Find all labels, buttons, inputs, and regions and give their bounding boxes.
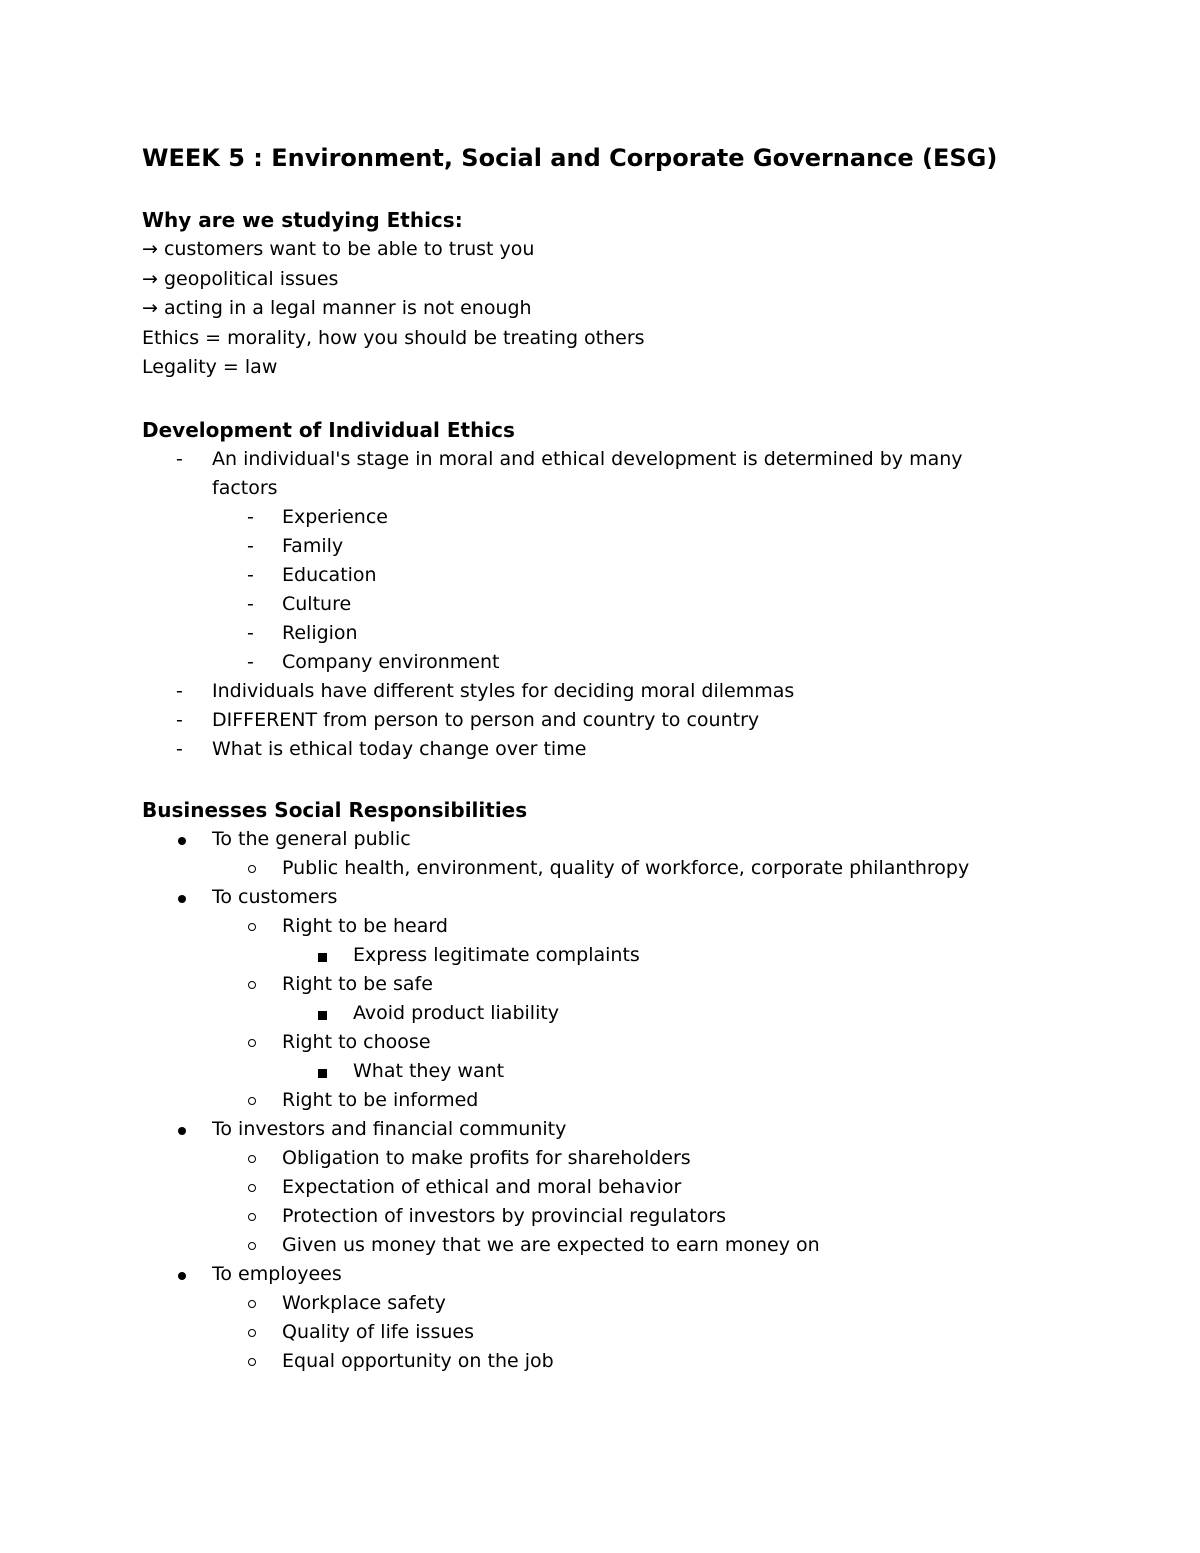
circle-bullet-icon	[248, 1329, 256, 1337]
factor-education: Education	[282, 563, 377, 586]
list-item-text: Protection of investors by provincial regulators	[282, 1204, 727, 1227]
factor-company-environment: Company environment	[282, 650, 500, 673]
factor-culture: Culture	[282, 592, 352, 615]
general-public-label: To the general public	[212, 827, 411, 850]
list-item	[142, 970, 1042, 999]
list-item-text: An individual's stage in moral and ethical development is determined by many factors	[212, 447, 963, 499]
bullet-icon	[178, 1127, 186, 1135]
list-item	[142, 1347, 1042, 1376]
list-item-text: Expectation of ethical and moral behavior	[282, 1175, 682, 1198]
list-item-text: Right to choose	[282, 1030, 431, 1053]
list-item	[142, 854, 1042, 883]
list-item	[142, 1318, 1042, 1347]
document-page	[142, 138, 1042, 1376]
square-bullet-icon	[318, 1011, 327, 1020]
circle-bullet-icon	[248, 1184, 256, 1192]
list-item	[142, 1057, 1042, 1086]
list-item	[142, 1115, 1042, 1144]
circle-bullet-icon	[248, 1300, 256, 1308]
list-item-text: Quality of life issues	[282, 1320, 474, 1343]
list-item	[142, 706, 1042, 735]
list-item	[142, 503, 1042, 532]
bullet-icon	[178, 1272, 186, 1280]
list-item	[142, 619, 1042, 648]
circle-bullet-icon	[248, 1242, 256, 1250]
square-bullet-icon	[318, 953, 327, 962]
list-item-text: Right to be informed	[282, 1088, 479, 1111]
why-heading: Why are we studying Ethics:	[142, 208, 463, 232]
list-item	[142, 1260, 1042, 1289]
customers-label: To customers	[212, 885, 338, 908]
dash-marker: -	[176, 679, 183, 702]
ethics-definition: Ethics = morality, how you should be treating others	[142, 326, 645, 349]
dash-marker: -	[247, 563, 254, 586]
list-item	[142, 1144, 1042, 1173]
circle-bullet-icon	[248, 1213, 256, 1221]
dash-marker: -	[176, 447, 183, 470]
business-heading: Businesses Social Responsibilities	[142, 797, 528, 822]
circle-bullet-icon	[248, 1039, 256, 1047]
development-heading: Development of Individual Ethics	[142, 417, 515, 442]
circle-bullet-icon	[248, 865, 256, 873]
factor-religion: Religion	[282, 621, 358, 644]
list-item	[142, 1289, 1042, 1318]
square-bullet-icon	[318, 1069, 327, 1078]
investors-label: To investors and financial community	[212, 1117, 567, 1140]
dash-marker: -	[176, 708, 183, 731]
list-item	[142, 1086, 1042, 1115]
dash-marker: -	[247, 534, 254, 557]
circle-bullet-icon	[248, 1155, 256, 1163]
list-item	[142, 735, 1042, 764]
dash-marker: -	[247, 505, 254, 528]
page-title: WEEK 5 : Environment, Social and Corporate Governance (ESG)	[142, 144, 998, 172]
list-item-text: Given us money that we are expected to earn money on	[282, 1233, 820, 1256]
list-item	[142, 999, 1042, 1028]
employees-label: To employees	[212, 1262, 342, 1285]
list-item	[142, 1173, 1042, 1202]
list-item	[142, 1202, 1042, 1231]
list-item	[142, 561, 1042, 590]
list-item-text: Avoid product liability	[353, 1001, 560, 1024]
list-item	[142, 590, 1042, 619]
why-line-3: → acting in a legal manner is not enough	[142, 297, 532, 319]
list-item-text: Workplace safety	[282, 1291, 446, 1314]
legality-definition: Legality = law	[142, 356, 278, 378]
list-item	[142, 677, 1042, 706]
factor-family: Family	[282, 534, 344, 557]
dash-marker: -	[247, 621, 254, 644]
list-item-text: Equal opportunity on the job	[282, 1349, 554, 1372]
dash-marker: -	[176, 737, 183, 760]
list-item-text: DIFFERENT from person to person and country to country	[212, 708, 760, 731]
list-item	[142, 883, 1042, 912]
bullet-icon	[178, 895, 186, 903]
list-item	[142, 532, 1042, 561]
list-item	[142, 941, 1042, 970]
list-item	[142, 912, 1042, 941]
list-item-text: Right to be heard	[282, 914, 448, 937]
circle-bullet-icon	[248, 923, 256, 931]
list-item	[142, 825, 1042, 854]
dash-marker: -	[247, 650, 254, 673]
circle-bullet-icon	[248, 1097, 256, 1105]
list-item-text: What is ethical today change over time	[212, 737, 587, 760]
circle-bullet-icon	[248, 1358, 256, 1366]
list-item-text: Public health, environment, quality of workforce, corporate philanthropy	[282, 856, 970, 879]
list-item-text: What they want	[353, 1059, 505, 1082]
list-item-text: Obligation to make profits for shareholders	[282, 1146, 691, 1169]
dash-marker: -	[247, 592, 254, 615]
list-item-text: Express legitimate complaints	[353, 943, 640, 966]
circle-bullet-icon	[248, 981, 256, 989]
why-line-1: → customers want to be able to trust you	[142, 238, 535, 260]
list-item	[142, 445, 1042, 503]
factor-experience: Experience	[282, 505, 388, 528]
list-item-text: Right to be safe	[282, 972, 433, 995]
list-item	[142, 1231, 1042, 1260]
list-item	[142, 648, 1042, 677]
list-item	[142, 1028, 1042, 1057]
why-line-2: → geopolitical issues	[142, 267, 339, 290]
bullet-icon	[178, 837, 186, 845]
list-item-text: Individuals have different styles for deciding moral dilemmas	[212, 679, 795, 702]
